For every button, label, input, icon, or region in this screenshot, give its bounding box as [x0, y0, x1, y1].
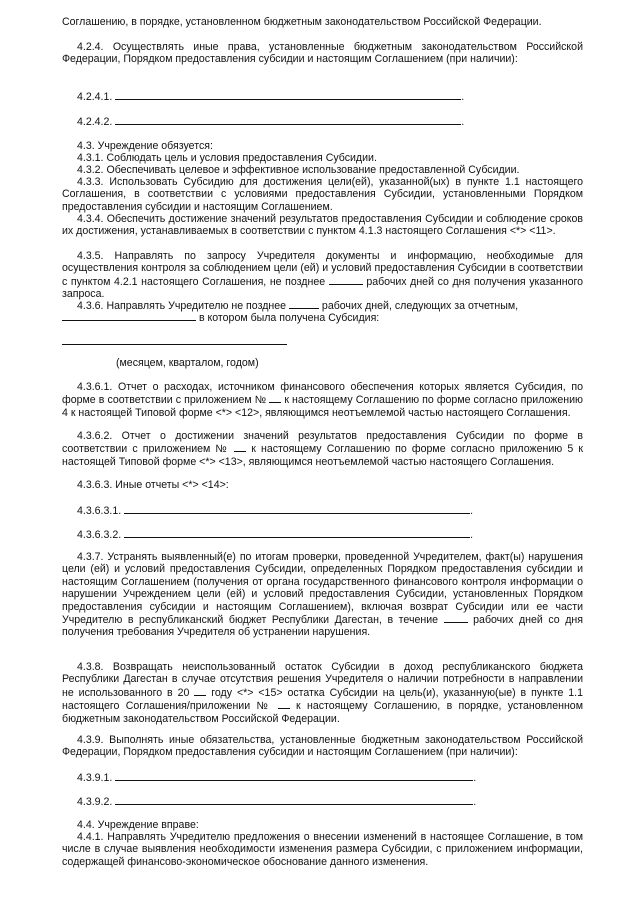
- paragraph-4-3-7-text-b: рабочих дней со дня получения требования Учредителя об устранении нарушения.: [62, 614, 583, 639]
- period-hint-text: (месяцем, кварталом, годом): [116, 357, 259, 369]
- fill-label: 4.3.6.3.2.: [77, 529, 122, 541]
- paragraph-4-3-7: [62, 551, 583, 639]
- paragraph-4-3-5: [62, 250, 583, 301]
- paragraph-4-3-8-text-c: к настоящему Соглашению, в порядке, установленном бюджетным законодательством Российской Федерации.: [62, 700, 583, 725]
- item-4-3-2: [77, 164, 598, 176]
- blank-line[interactable]: [124, 504, 470, 514]
- paragraph-4-3-6-cont: [62, 311, 583, 324]
- heading-4-4: [77, 819, 598, 831]
- blank-days[interactable]: [444, 613, 468, 623]
- paragraph-4-3-7-text-a: 4.3.7. Устранять выявленный(е) по итогам проверки, проведенной Учредителем, факт(ы) нарушения цели (ей) и условий предоставления Субсидии, определенных Порядком предоставления субсидии и настоящим Соглашением (получения от органа государственного финансового контроля информации о нарушении Учреждением цели (ей) и условий предоставления Субсидии, установленных Порядком предоставления субсидии и настоящим Соглашением), включая возврат Субсидии или ее части Учредителю в республиканский бюджет Республики Дагестан, в течение: [62, 551, 583, 627]
- fill-period: .: [461, 116, 465, 128]
- paragraph-4-3-6-text-b: рабочих дней, следующих за отчетным,: [321, 300, 519, 312]
- paragraph-4-3-6-1: [62, 381, 583, 419]
- paragraph-4-3-5-text-a: 4.3.5. Направлять по запросу Учредителя документы и информацию, необходимые для осуществления контроля за соблюдением цели (ей) и условий предоставления Субсидии в соответствии с пунктом 4.2.1 настоящего Соглашения, не позднее: [62, 250, 583, 288]
- heading-4-3: [77, 140, 598, 152]
- paragraph-4-3-8-text-a: 4.3.8. Возвращать неиспользованный остаток Субсидии в доход республиканского бюджета Республики Дагестан в случае отсутствия решения Учредителя о наличии потребности в направлении не использованного в 20: [62, 661, 583, 699]
- fill-label: 4.2.4.1.: [77, 91, 113, 103]
- paragraph-4-4-1: [62, 831, 583, 868]
- blank-days[interactable]: [329, 275, 363, 285]
- fill-line-4-3-6-3-2: [77, 528, 473, 541]
- blank-line[interactable]: [115, 115, 461, 125]
- paragraph-4-3-3-text: 4.3.3. Использовать Субсидию для достижения цели(ей), указанной(ых) в пункте 1.1 настоящего Соглашения, в соответствии с условиями предоставления Субсидии, установленными Порядком предоставления субсидии и настоящим Соглашением.: [62, 176, 583, 213]
- fill-line-4-3-9-1: [77, 771, 476, 784]
- item-4-3-6-3-text: 4.3.6.3. Иные отчеты <*> <14>:: [77, 479, 229, 491]
- fill-line-4-2-4-2: [77, 115, 464, 128]
- blank-line[interactable]: [124, 528, 470, 538]
- fill-period: .: [470, 529, 474, 541]
- paragraph-top-text: Соглашению, в порядке, установленном бюджетным законодательством Российской Федерации.: [62, 16, 542, 28]
- paragraph-4-3-3: [62, 176, 583, 213]
- item-4-3-1: [77, 152, 598, 164]
- fill-period: .: [473, 796, 477, 808]
- blank-period[interactable]: [62, 311, 196, 321]
- fill-label: 4.2.4.2.: [77, 116, 113, 128]
- fill-line-4-3-6-3-1: [77, 504, 473, 517]
- paragraph-4-3-6-text-c: в котором была получена Субсидия:: [198, 312, 380, 324]
- fill-line-4-3-9-2: [77, 795, 476, 808]
- paragraph-4-3-6-1-text-a: 4.3.6.1. Отчет о расходах, источником финансового обеспечения которых является Субсидия, по форме в соответствии с приложением №: [62, 381, 583, 407]
- paragraph-4-3-8: [62, 661, 583, 725]
- paragraph-4-3-6-1-text-b: к настоящему Соглашению по форме согласно приложению 4 к настоящей Типовой форме <*> <12>, являющимся неотъемлемой частью настоящего Соглашения.: [62, 394, 583, 419]
- paragraph-4-3-8-text-b: году <*> <15> остатка Субсидии на цель(и), указанную(ые) в пункте 1.1 настоящего Соглашения/приложении №: [62, 686, 584, 713]
- paragraph-4-2-4: [62, 41, 583, 66]
- fill-period: .: [473, 772, 477, 784]
- item-4-3-1-text: 4.3.1. Соблюдать цель и условия предоставления Субсидии.: [77, 152, 377, 164]
- blank-days[interactable]: [289, 299, 319, 309]
- paragraph-4-3-6-2-text-a: 4.3.6.2. Отчет о достижении значений результатов предоставления Субсидии по форме в соответствии с приложением №: [62, 430, 583, 456]
- paragraph-4-3-4: [62, 213, 583, 238]
- paragraph-4-3-6-text-a: 4.3.6. Направлять Учредителю не позднее: [77, 300, 287, 312]
- fill-period: .: [461, 91, 465, 103]
- paragraph-4-3-4-text: 4.3.4. Обеспечить достижение значений результатов предоставления Субсидии и соблюдение сроков их достижения, устанавливаемых в соответствии с пунктом 4.1.3 настоящего Соглашения <*> <11>.: [62, 213, 583, 238]
- blank-line[interactable]: [115, 795, 473, 805]
- paragraph-4-3-9: [62, 734, 583, 759]
- blank-appendix-number[interactable]: [234, 442, 246, 452]
- blank-line[interactable]: [115, 90, 461, 100]
- fill-line-4-2-4-1: [77, 90, 464, 103]
- paragraph-4-4-1-text: 4.4.1. Направлять Учредителю предложения о внесении изменений в настоящее Соглашение, в том числе в случае выявления необходимости изменения размера Субсидии, с приложением информации, содержащей финансово-экономическое обоснование данного изменения.: [62, 831, 583, 868]
- fill-label: 4.3.9.1.: [77, 772, 113, 784]
- blank-appendix-number[interactable]: [269, 393, 281, 403]
- fill-label: 4.3.9.2.: [77, 796, 113, 808]
- paragraph-4-3-6-2-text-b: к настоящему Соглашению по форме согласно приложению 5 к настоящей Типовой форме <*> <13>, являющимся неотъемлемой частью настоящего Соглашения.: [62, 443, 583, 468]
- heading-4-3-text: 4.3. Учреждение обязуется:: [77, 140, 213, 152]
- paragraph-4-2-4-text: 4.2.4. Осуществлять иные права, установленные бюджетным законодательством Российской Федерации, Порядком предоставления субсидии и настоящим Соглашением (при наличии):: [62, 41, 583, 66]
- blank-year[interactable]: [194, 686, 206, 696]
- fill-label: 4.3.6.3.1.: [77, 505, 122, 517]
- heading-4-4-text: 4.4. Учреждение вправе:: [77, 819, 199, 831]
- blank-line[interactable]: [115, 771, 473, 781]
- item-4-3-6-3: [77, 479, 598, 491]
- paragraph-4-3-5-text-b: рабочих дней со дня получения указанного запроса.: [62, 275, 583, 301]
- blank-appendix-number[interactable]: [278, 699, 290, 709]
- period-hint: [116, 357, 637, 369]
- paragraph-4-3-9-text: 4.3.9. Выполнять иные обязательства, установленные бюджетным законодательством Российской Федерации, Порядком предоставления субсидии и настоящим Соглашением (при наличии):: [62, 734, 583, 759]
- paragraph-4-3-6-2: [62, 430, 583, 468]
- blank-period-line[interactable]: [62, 344, 287, 345]
- fill-period: .: [470, 505, 474, 517]
- item-4-3-2-text: 4.3.2. Обеспечивать целевое и эффективное использование предоставленной Субсидии.: [77, 164, 520, 176]
- paragraph-top: [62, 16, 583, 28]
